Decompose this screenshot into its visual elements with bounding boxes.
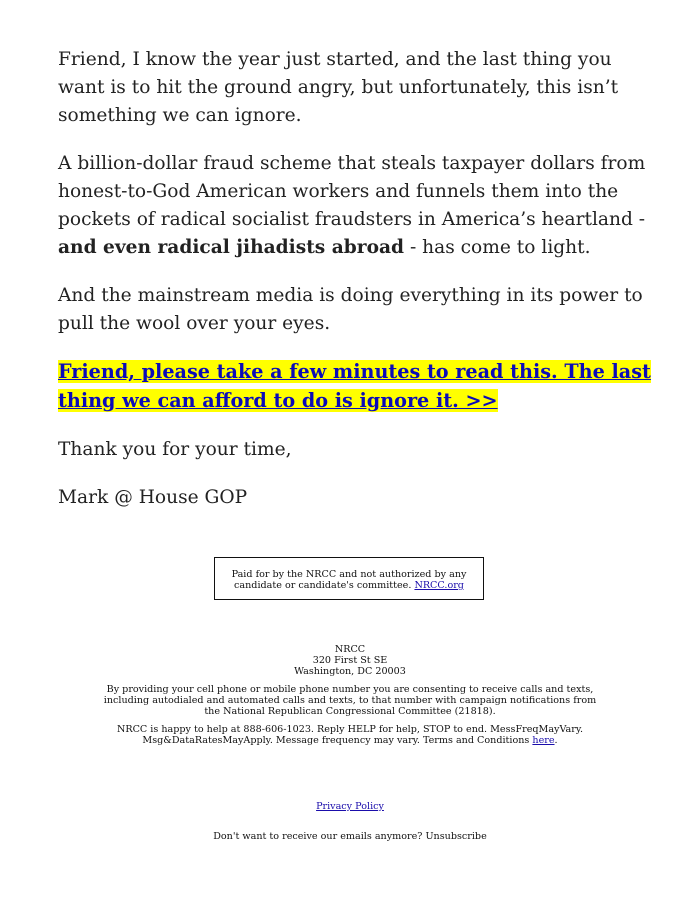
paragraph-intro: Friend, I know the year just started, and the last thing you want is to hit the ground angry, but unfortunately, this isn’t something we can ignore. <box>58 49 619 126</box>
privacy-policy-link[interactable]: Privacy Policy <box>316 801 384 812</box>
unsubscribe-text[interactable]: Don't want to receive our emails anymore? Unsubscribe <box>213 831 487 842</box>
email-body <box>58 46 658 532</box>
street-address: 320 First St SE <box>312 655 388 666</box>
address-block <box>0 644 700 677</box>
help-text: NRCC is happy to help at 888-606-1023. Reply HELP for help, STOP to end. MessFreqMayVary. Msg&DataRatesMayApply. Message frequency may vary. Terms and Conditions <box>116 724 584 746</box>
paragraph-media: And the mainstream media is doing everything in its power to pull the wool over your eyes. <box>58 285 643 334</box>
paid-for-box <box>214 557 484 600</box>
help-text-block <box>95 724 605 746</box>
org-name: NRCC <box>334 644 366 655</box>
help-end: . <box>554 735 558 746</box>
nrcc-link[interactable]: NRCC.org <box>414 580 464 591</box>
privacy-block <box>0 801 700 812</box>
paragraph-fraud-text: A billion-dollar fraud scheme that steals taxpayer dollars from honest-to-God American workers and funnels them into the pockets of radical socialist fraudsters in America’s heartland - <box>58 153 646 230</box>
cta-paragraph <box>58 358 658 416</box>
consent-text: By providing your cell phone or mobile phone number you are consenting to receive calls and texts, including autodialed and automated calls and texts, to that number with campaign notifications from the National Republican Congressional Committee (21818). <box>103 684 597 717</box>
city-address: Washington, DC 20003 <box>294 666 406 677</box>
terms-link[interactable]: here <box>532 735 555 746</box>
paragraph-fraud <box>58 150 658 262</box>
paragraph-fraud-bold: and even radical jihadists abroad <box>58 237 405 258</box>
cta-link-line1[interactable]: Friend, please take a few minutes to read this. The last <box>58 360 651 383</box>
cta-link-line2[interactable]: thing we can afford to do is ignore it. >> <box>58 389 498 412</box>
signature: Mark @ House GOP <box>58 487 248 508</box>
thanks-text: Thank you for your time, <box>58 439 292 460</box>
paragraph-fraud-tail: - has come to light. <box>404 237 591 258</box>
paid-for-text: Paid for by the NRCC and not authorized by any candidate or candidate's committee. <box>231 569 467 591</box>
